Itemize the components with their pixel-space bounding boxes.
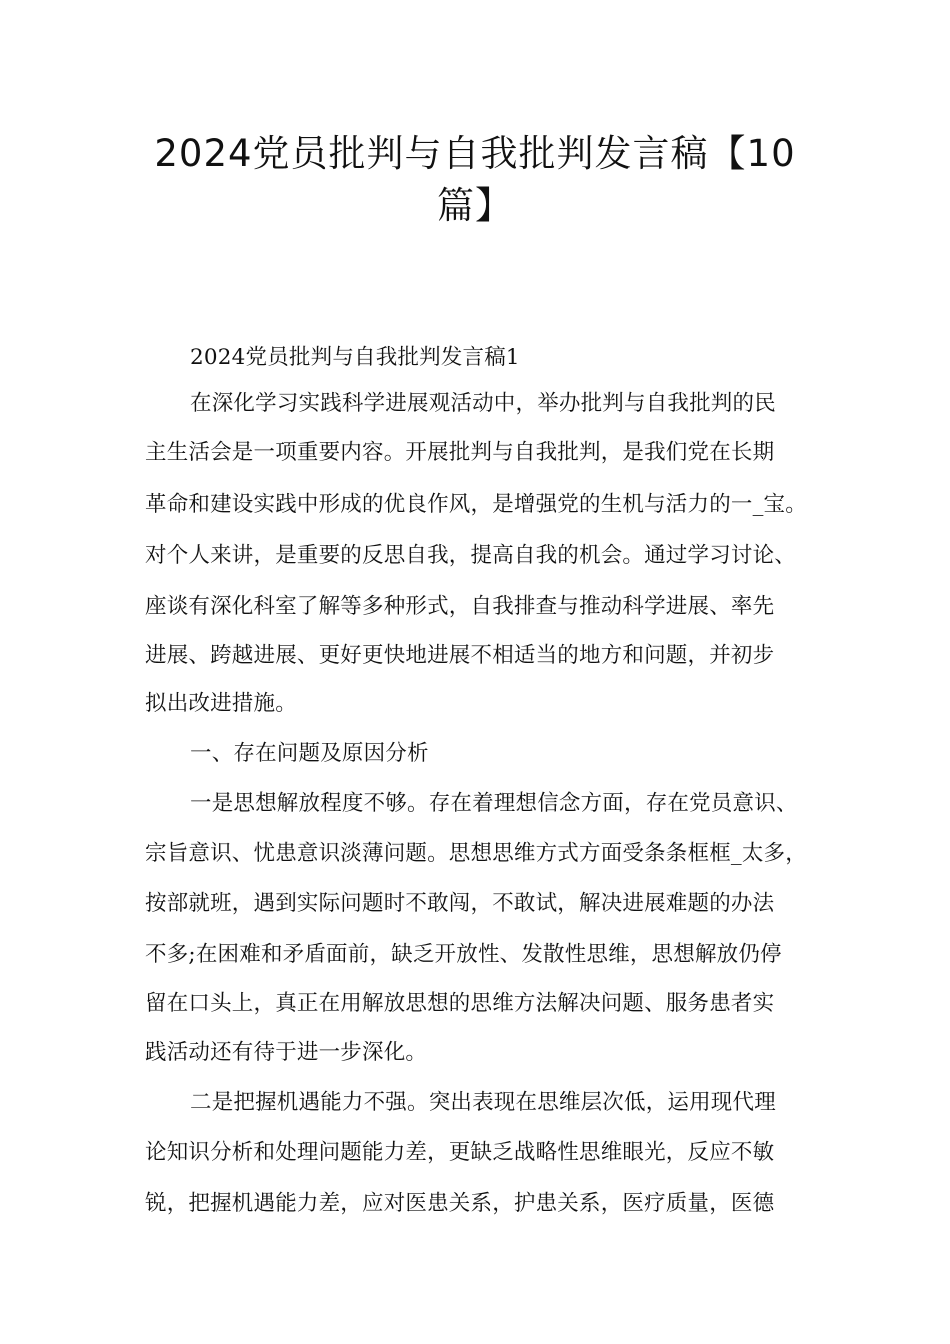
paragraph-line: 按部就班，遇到实际问题时不敢闯，不敢试，解决进展难题的办法 [145,891,775,916]
document-title [100,128,850,232]
paragraph-line: 座谈有深化科室了解等多种形式，自我排查与推动科学进展、率先 [145,594,775,619]
paragraph-line: 锐，把握机遇能力差，应对医患关系，护患关系，医疗质量，医德 [145,1191,775,1216]
paragraph-line: 革命和建设实践中形成的优良作风，是增强党的生机与活力的一_宝。 [145,492,807,517]
paragraph-line: 进展、跨越进展、更好更快地进展不相适当的地方和问题，并初步 [145,643,775,668]
paragraph-line: 一是思想解放程度不够。存在着理想信念方面，存在党员意识、 [190,791,798,816]
title-line-1: 2024党员批判与自我批判发言稿【10 [154,132,796,175]
section-heading: 2024党员批判与自我批判发言稿1 [190,345,520,370]
paragraph-line: 论知识分析和处理问题能力差，更缺乏战略性思维眼光，反应不敏 [145,1140,775,1165]
paragraph-line: 宗旨意识、忧患意识淡薄问题。思想思维方式方面受条条框框_太多， [145,841,807,866]
paragraph-line: 在深化学习实践科学进展观活动中，举办批判与自我批判的民 [190,391,776,416]
paragraph-line: 践活动还有待于进一步深化。 [145,1040,428,1065]
paragraph-line: 留在口头上，真正在用解放思想的思维方法解决问题、服务患者实 [145,991,775,1016]
section-heading: 一、存在问题及原因分析 [190,741,429,766]
paragraph-line: 不多;在困难和矛盾面前，缺乏开放性、发散性思维，思想解放仍停 [145,942,782,967]
paragraph-line: 拟出改进措施。 [145,691,297,716]
paragraph-line: 主生活会是一项重要内容。开展批判与自我批判，是我们党在长期 [145,440,775,465]
paragraph-line: 二是把握机遇能力不强。突出表现在思维层次低，运用现代理 [190,1090,776,1115]
title-line-2: 篇】 [437,184,513,227]
paragraph-line: 对个人来讲，是重要的反思自我，提高自我的机会。通过学习讨论、 [145,543,797,568]
